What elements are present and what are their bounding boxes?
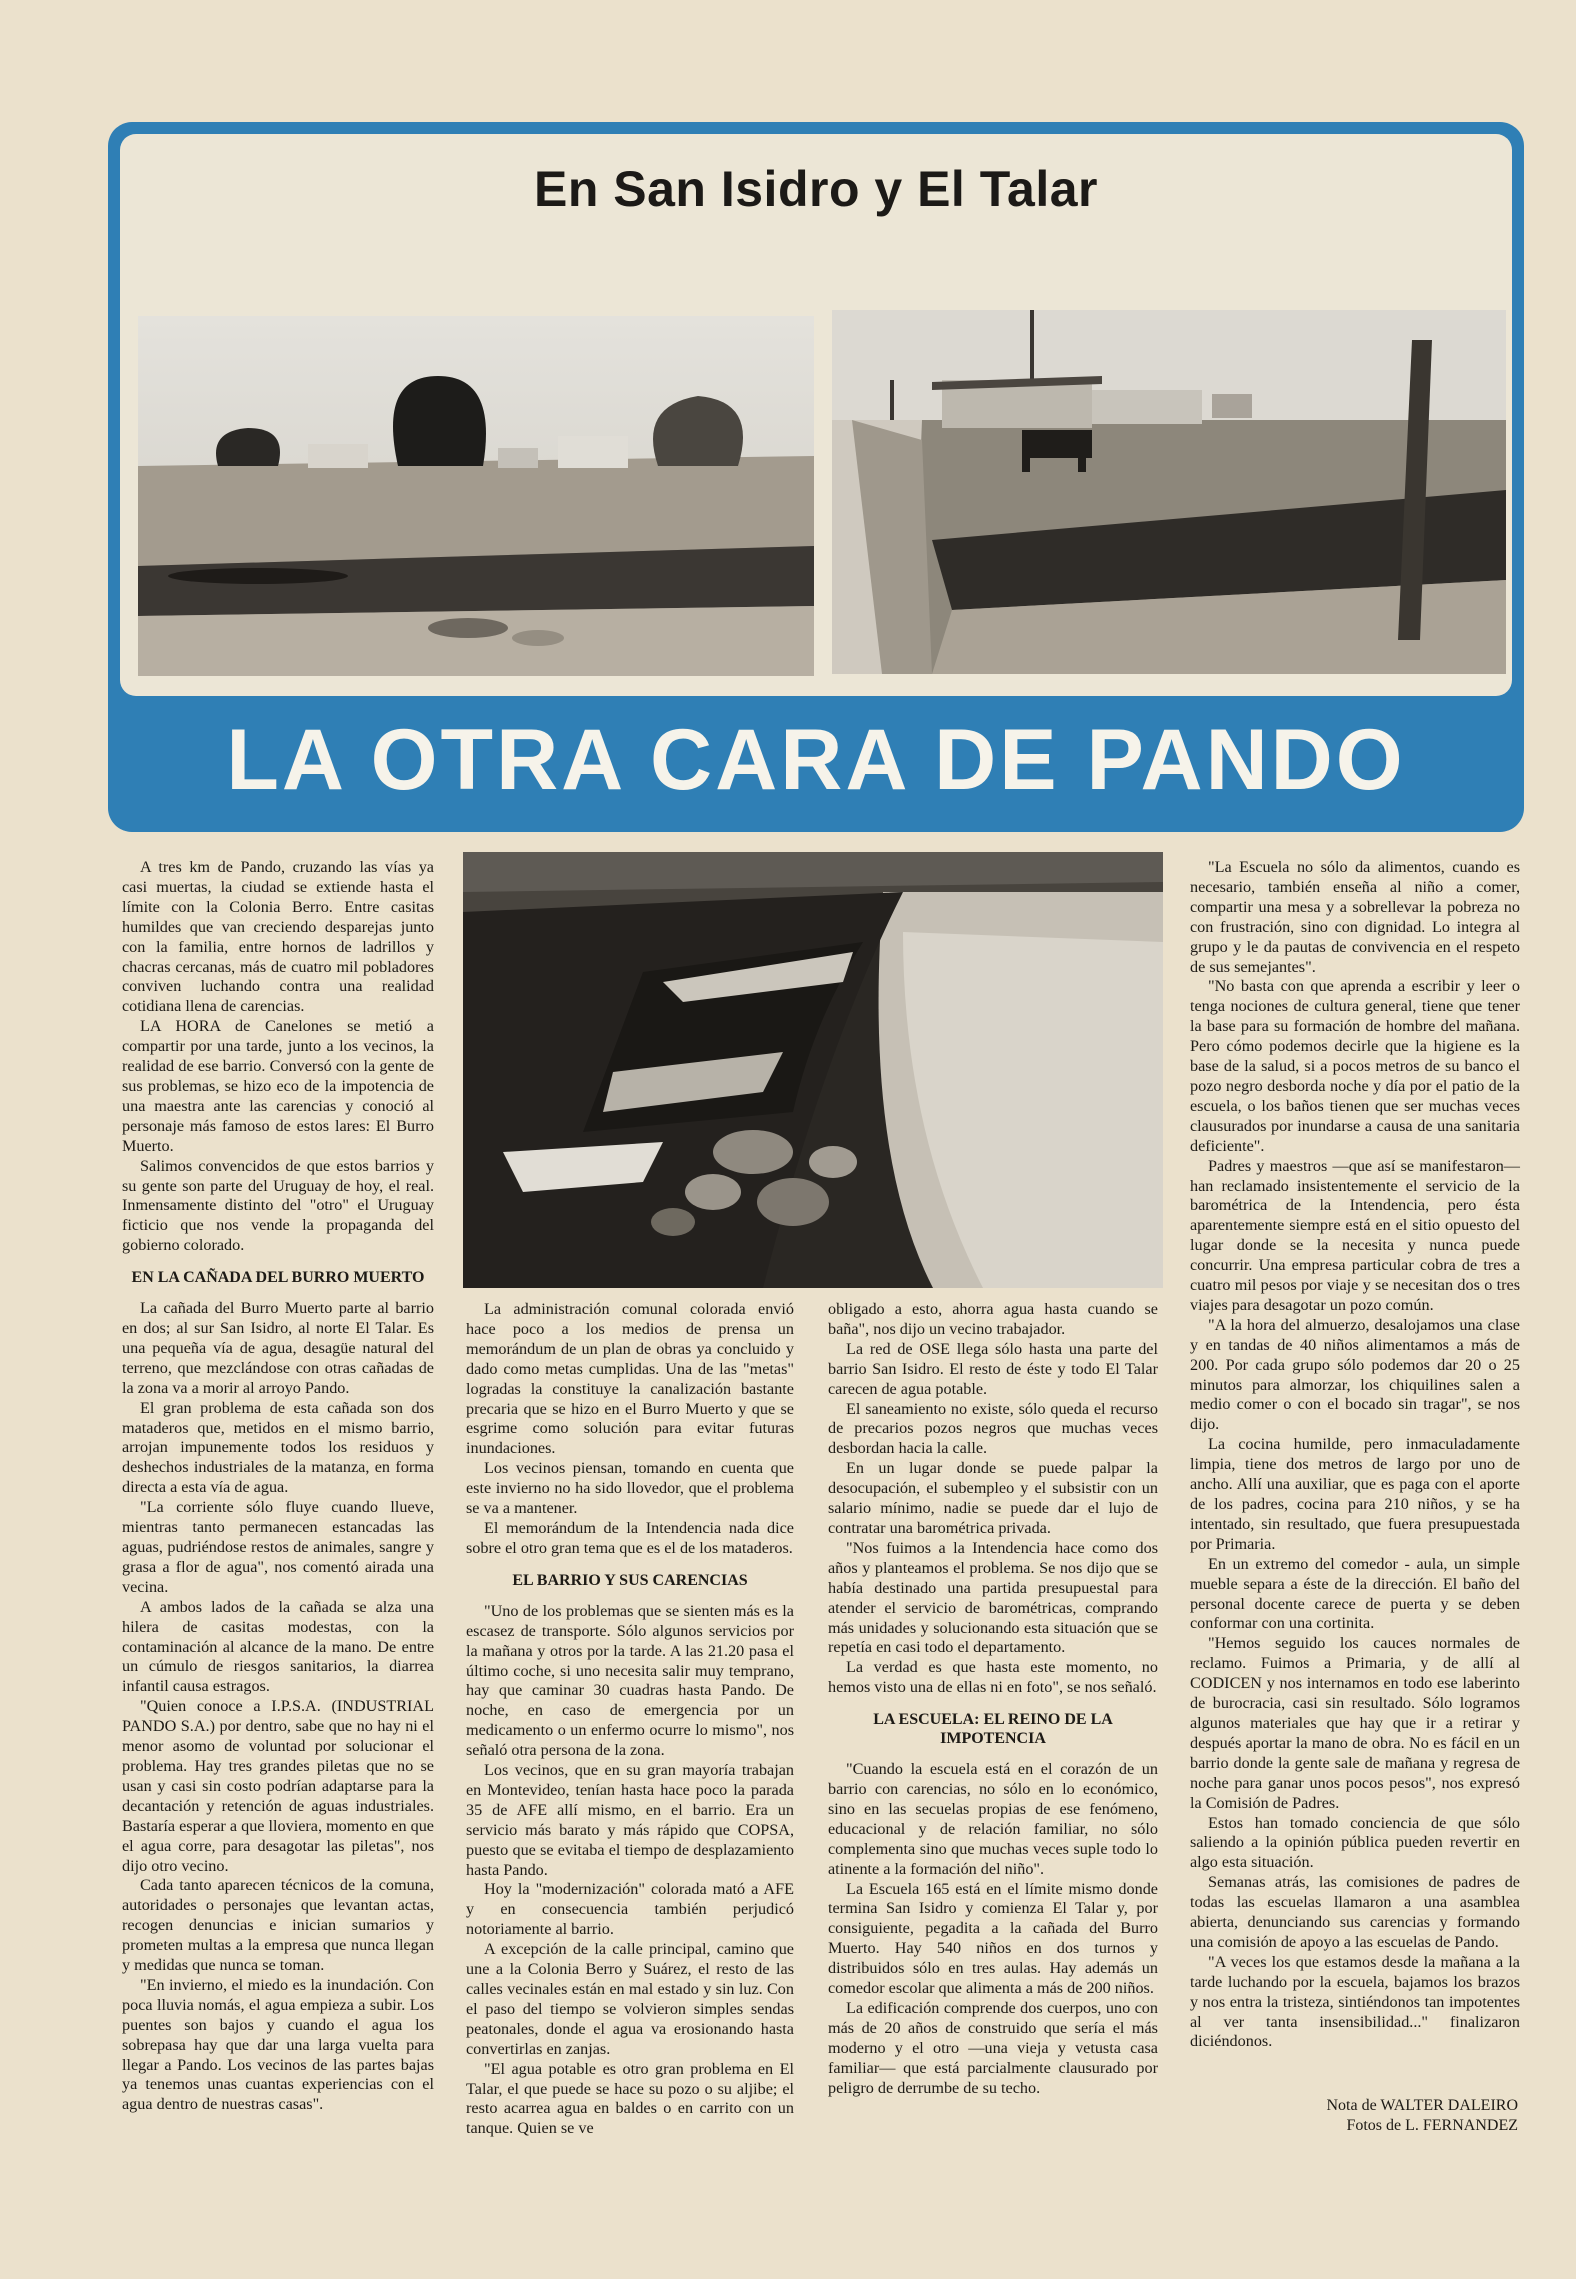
paragraph: La edificación comprende dos cuerpos, uno con más de 20 años de construido que sería el más moderno y el otro —una vieja y vetusta casa familiar— que está parcialmente clausurado por peligro de derrumbe de su techo.: [828, 1999, 1158, 2097]
paragraph: Salimos convencidos de que estos barrios y su gente son parte del Uruguay de hoy, el real. Inmensamente distinto del "otro" el Uruguay ficticio que nos vende la propaganda del gobierno colorado.: [122, 1156, 434, 1255]
section-heading: EL BARRIO Y SUS CARENCIAS: [512, 1571, 748, 1589]
paragraph: "La Escuela no sólo da alimentos, cuando es necesario, también enseña al niño a comer, compartir una mesa y a sobrellevar la pobreza no con frustración, sino con dignidad. Lo integra al grupo y le da pautas de convivencia en el respeto de sus semejantes".: [1190, 858, 1520, 976]
photo-credit: Fotos de L. FERNANDEZ: [1346, 2117, 1518, 2134]
paragraph: A ambos lados de la cañada se alza una hilera de casitas modestas, con la contaminación al alcance de la mano. De entre un cúmulo de riesgos sanitarios, la diarrea infantil causa estragos.: [122, 1597, 434, 1696]
photo-right: [832, 310, 1506, 674]
article-column-4: [1190, 858, 1520, 2052]
paragraph: LA HORA de Canelones se metió a compartir por una tarde, junto a los vecinos, la realidad de ese barrio. Conversó con la gente de sus problemas, se hizo eco de la impotencia de una maestra ante las carencias y conoció al personaje más famoso de estos lares: El Burro Muerto.: [122, 1017, 434, 1155]
paragraph: A tres km de Pando, cruzando las vías ya casi muertas, la ciudad se extiende hasta el límite con la Colonia Berro. Entre casitas humildes que van creciendo desparejas junto con la familia, entre hornos de ladrillos y chacras cercanas, más de cuatro mil pobladores conviven luchando contra una realidad cotidiana llena de carencias.: [122, 858, 434, 1016]
paragraph: La Escuela 165 está en el límite mismo donde termina San Isidro y comienza El Talar y, por consiguiente, pegadita a la cañada del Burro Muerto. Hay 540 niños en dos turnos y distribuidos sólo en tres aulas. Hay además un comedor escolar que alimenta a más de 200 niños.: [828, 1879, 1158, 1998]
paragraph: La cañada del Burro Muerto parte al barrio en dos; al sur San Isidro, al norte El Talar. Es una pequeña vía de agua, desagüe natural del terreno, que mezclándose con otras cañadas de la zona va a morir al arroyo Pando.: [122, 1299, 434, 1397]
article-column-2: [466, 1300, 794, 2139]
paragraph: Padres y maestros —que así se manifestaron— han reclamado insistentemente el servicio de la barométrica de la Intendencia, pero ésta aparentemente siempre está en el sitio opuesto del lugar donde se la necesita y nunca puede concurrir. Una empresa particular cobra de tres a cuatro mil pesos por viaje y se necesitan dos o tres viajes para desagotar un pozo común.: [1190, 1156, 1520, 1314]
paragraph: "Nos fuimos a la Intendencia hace como dos años y planteamos el problema. Se nos dijo que se había destinado una partida presupuestal para atender el servicio de barométricas, comprando más unidades y solucionando esta situación que se repetía en casi todo el departamento.: [828, 1538, 1158, 1657]
section-heading: LA ESCUELA: EL REINO DE LA IMPOTENCIA: [873, 1711, 1113, 1748]
photo-left: [138, 316, 814, 676]
paragraph: obligado a esto, ahorra agua hasta cuando se baña", nos dijo un vecino trabajador.: [828, 1300, 1158, 1338]
paragraph: Los vecinos, que en su gran mayoría trabajan en Montevideo, tenían hasta hace poco la parada 35 de AFE allí mismo, en el barrio. Era un servicio más barato y más rápido que COPSA, puesto que se evitaba el tiempo de desplazamiento hasta Pando.: [466, 1761, 794, 1879]
paragraph: "El agua potable es otro gran problema en El Talar, el que puede se hace su pozo o su aljibe; el resto acarrea agua en baldes o en carrito con un tanque. Quien se ve: [466, 2059, 794, 2138]
paragraph: "No basta con que aprenda a escribir y leer o tenga nociones de cultura general, tiene que tener la base para su formación de hombre del mañana. Pero cómo podemos decirle que la higiene es la base de la salud, si a pocos metros de su banco el pozo negro desborda noche y día por el patio de la escuela, o los baños tienen que ser muchas veces clausurados por inundarse a causa de una sanitaria deficiente".: [1190, 977, 1520, 1155]
paragraph: "Quien conoce a I.P.S.A. (INDUSTRIAL PANDO S.A.) por dentro, sabe que no hay ni el menor asomo de voluntad por solucionar el problema. Hay tres grandes piletas que no se usan y casi sin costo podrían adaptarse para la decantación y retención de aguas industriales. Bastaría esperar a que lloviera, momento en que el agua corre, para desagotar las piletas", nos dijo otro vecino.: [122, 1697, 434, 1875]
kicker-title: En San Isidro y El Talar: [533, 161, 1099, 217]
byline: [1190, 2096, 1518, 2136]
paragraph: "A veces los que estamos desde la mañana a la tarde luchando por la escuela, bajamos los brazos y nos entra la tristeza, sintiéndonos tan impotentes al ver tanta insensibilidad..." finalizaron diciéndonos.: [1190, 1952, 1520, 2051]
paragraph: "En invierno, el miedo es la inundación. Con poca lluvia nomás, el agua empieza a subir. Los puentes son bajos y cuando el agua los sobrepasa hay que dar una larga vuelta para llegar a Pando. Los vecinos de las partes bajas ya tenemos unas cuantas experiencias con el agua dentro de nuestras casas".: [122, 1975, 434, 2114]
paragraph: La red de OSE llega sólo hasta una parte del barrio San Isidro. El resto de éste y todo El Talar carecen de agua potable.: [828, 1339, 1158, 1398]
header-photo-frame: [120, 134, 1512, 696]
paragraph: "Hemos seguido los cauces normales de reclamo. Fuimos a Primaria, y de allí al CODICEN y nos internamos en todo ese laberinto de burocracia, casi sin resultado. Sólo logramos algunos materiales que hay que ir a retirar y después aportar la mano de obra. No es fácil en un barrio donde la gente sale de mañana y regresa de noche para ganar unos pocos pesos", nos expresó la Comisión de Padres.: [1190, 1634, 1520, 1812]
paragraph: "Uno de los problemas que se sienten más es la escasez de transporte. Sólo algunos servicios por la mañana y otros por la tarde. A las 21.20 pasa el último coche, si uno necesita salir muy temprano, hay que caminar 30 cuadras hasta Pando. De noche, en caso de emergencia por un medicamento o un enfermo ocurre lo mismo", nos señaló otra persona de la zona.: [466, 1601, 794, 1760]
paragraph: La cocina humilde, pero inmaculadamente limpia, tiene dos metros de largo por uno de ancho. Allí una auxiliar, que es paga con el aporte de los padres, cocina para 210 niños, y se ha intentado, sin resultado, que fuera presupuestada por Primaria.: [1190, 1435, 1520, 1553]
paragraph: El memorándum de la Intendencia nada dice sobre el otro gran tema que es el de los mataderos.: [466, 1518, 794, 1557]
paragraph: Hoy la "modernización" colorada mató a AFE y en consecuencia también perjudicó notoriamente al barrio.: [466, 1880, 794, 1939]
section-heading: EN LA CAÑADA DEL BURRO MUERTO: [131, 1269, 425, 1287]
paragraph: Los vecinos piensan, tomando en cuenta que este invierno no ha sido llovedor, que el problema se va a mantener.: [466, 1459, 794, 1518]
paragraph: La verdad es que hasta este momento, no hemos visto una de ellas ni en foto", se nos señaló.: [828, 1658, 1158, 1697]
paragraph: A excepción de la calle principal, camino que une a la Colonia Berro y Suárez, el resto de las calles vecinales están en mal estado y sin luz. Con el paso del tiempo se volvieron simples sendas peatonales, donde el agua va erosionando hasta convertirlas en zanjas.: [466, 1940, 794, 2058]
photo-middle: [463, 852, 1163, 1288]
paragraph: "Cuando la escuela está en el corazón de un barrio con carencias, no sólo en lo económico, sino en las secuelas propias de ese fenómeno, educacional y de relación familiar, no sólo complementa sino que muchas veces suple todo lo atinente a la formación del niño".: [828, 1760, 1158, 1878]
article-column-3: [828, 1300, 1158, 2099]
paragraph: En un extremo del comedor - aula, un simple mueble separa a éste de la dirección. El baño del personal docente carece de puerta y se deben conformar con una cortinita.: [1190, 1554, 1520, 1633]
paragraph: Semanas atrás, las comisiones de padres de todas las escuelas llamaron a una asamblea abierta, denunciando sus carencias y formando una comisión de apoyo a las escuelas de Pando.: [1190, 1873, 1520, 1951]
paragraph: Cada tanto aparecen técnicos de la comuna, autoridades o personajes que levantan actas, recogen denuncias e inician sumarios y prometen multas a la empresa que nunca llegan y medidas que nunca se toman.: [122, 1876, 434, 1975]
headline: LA OTRA CARA DE PANDO: [226, 712, 1406, 808]
paragraph: En un lugar donde se puede palpar la desocupación, el subempleo y el subsistir con un salario mínimo, nadie se puede dar el lujo de contratar una barométrica privada.: [828, 1459, 1158, 1537]
author-credit: Nota de WALTER DALEIRO: [1326, 2097, 1518, 2114]
paragraph: "A la hora del almuerzo, desalojamos una clase y en tandas de 40 niños alimentamos a más de 200. Por cada grupo sólo podemos dar 20 o 25 minutos para almorzar, los chiquilines salen a medio comer o con el bocado sin tragar", se nos dijo.: [1190, 1315, 1520, 1434]
paragraph: "La corriente sólo fluye cuando llueve, mientras tanto permanecen estancadas las aguas, pudriéndose restos de animales, sangre y grasa a flor de agua", nos comentó airada una vecina.: [122, 1498, 434, 1596]
article-column-1: [122, 858, 434, 2115]
paragraph: Estos han tomado conciencia de que sólo saliendo a la opinión pública pueden revertir en algo esta situación.: [1190, 1813, 1520, 1872]
header-banner: [108, 122, 1524, 832]
paragraph: El saneamiento no existe, sólo queda el recurso de precarios pozos negros que muchas veces desbordan hacia la calle.: [828, 1399, 1158, 1458]
paragraph: El gran problema de esta cañada son dos mataderos que, metidos en el mismo barrio, arrojan impunemente todos los residuos y deshechos industriales de la matanza, en forma directa a esta vía de agua.: [122, 1398, 434, 1497]
paragraph: La administración comunal colorada envió hace poco a los medios de prensa un memorándum de un plan de obras ya concluido y dado como metas cumplidas. Una de las "metas" logradas la constituye la canalización bastante precaria que se hizo en el Burro Muerto y que se esgrime como solución para evitar futuras inundaciones.: [466, 1300, 794, 1458]
